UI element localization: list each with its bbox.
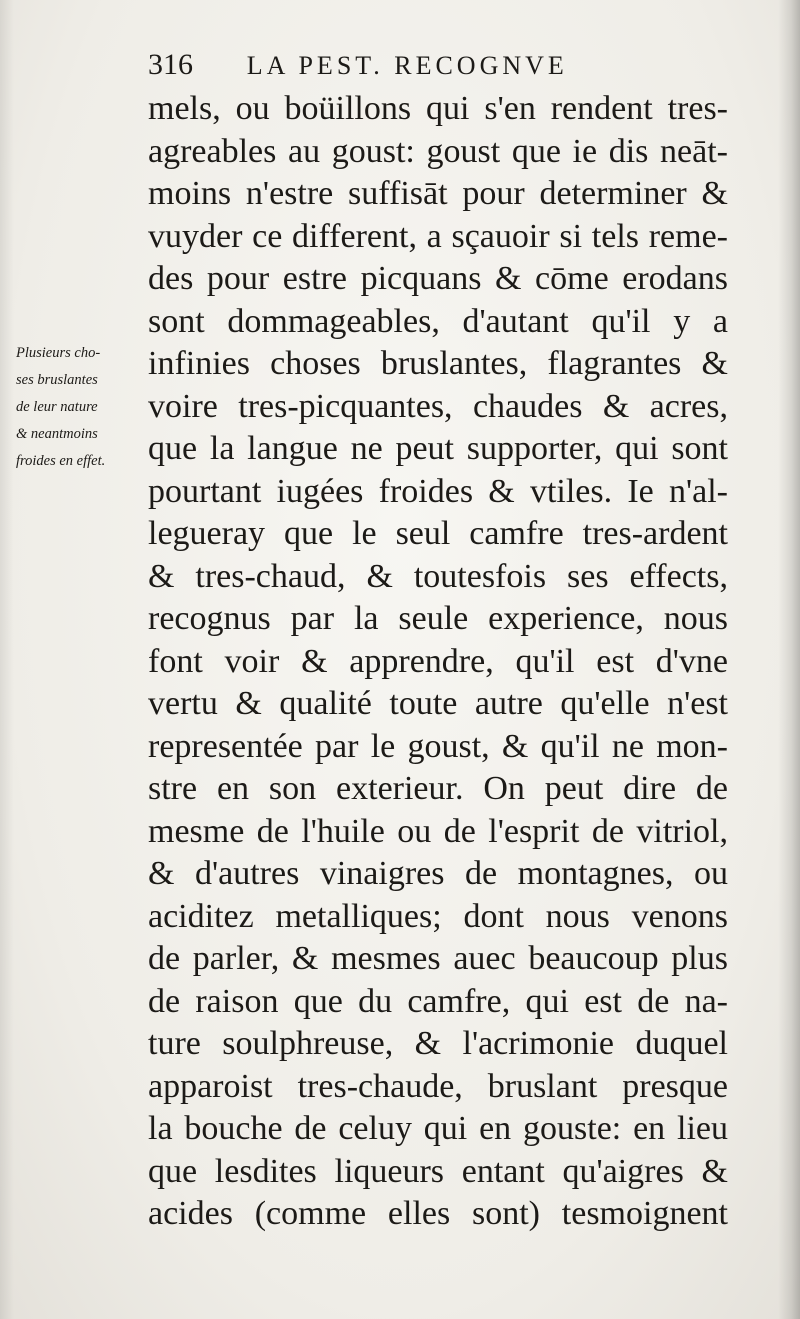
margin-note-line: froides en effet. — [16, 453, 106, 469]
text-line: moins n'estre suffisāt pour determiner & — [148, 175, 728, 212]
text-line: ture soulphreuse, & l'acrimonie duquel — [148, 1025, 728, 1062]
text-line: stre en son exterieur. On peut dire de — [148, 770, 728, 807]
text-line: de raison que du camfre, qui est de na- — [148, 982, 728, 1020]
margin-note — [16, 340, 152, 475]
running-title: LA PEST. RECOGNVE — [246, 51, 568, 80]
text-line: sont dommageables, d'autant qu'il y a — [148, 302, 728, 340]
text-line: & tres-chaud, & toutesfois ses effects, — [148, 557, 728, 595]
margin-note-line: Plusieurs cho- — [16, 345, 101, 361]
text-line: font voir & apprendre, qu'il est d'vne — [148, 642, 728, 680]
text-line: acides (comme elles sont) tesmoignent — [148, 1195, 728, 1232]
text-line: des pour estre picquans & cōme erodans — [148, 260, 728, 297]
text-line: que la langue ne peut supporter, qui sont — [148, 430, 728, 467]
text-line: infinies choses bruslantes, flagrantes & — [148, 345, 728, 382]
text-line: voire tres-picquantes, chaudes & acres, — [148, 387, 728, 425]
text-line: la bouche de celuy qui en gouste: en lieu — [148, 1110, 728, 1147]
text-line: que lesdites liqueurs entant qu'aigres & — [148, 1152, 728, 1190]
page-number: 316 — [148, 48, 193, 81]
text-line: representée par le goust, & qu'il ne mon- — [148, 727, 728, 765]
text-line: vuyder ce different, a sçauoir si tels reme- — [148, 217, 728, 255]
text-line: legueray que le seul camfre tres-ardent — [148, 515, 728, 552]
text-line: agreables au goust: goust que ie dis neāt- — [148, 132, 728, 170]
text-line: vertu & qualité toute autre qu'elle n'est — [148, 685, 728, 722]
margin-note-line: & neantmoins — [16, 426, 98, 442]
text-line: mels, ou boüillons qui s'en rendent tres- — [148, 90, 728, 127]
text-line: aciditez metalliques; dont nous venons — [148, 897, 728, 935]
margin-note-line: de leur nature — [16, 399, 98, 415]
text-line: mesme de l'huile ou de l'esprit de vitriol, — [148, 812, 728, 850]
text-line: pourtant iugées froides & vtiles. Ie n'al- — [148, 472, 728, 510]
text-line: apparoist tres-chaude, bruslant presque — [148, 1067, 728, 1105]
page-gutter-shadow — [0, 0, 14, 1319]
page-header — [148, 44, 708, 86]
text-line: de parler, & mesmes auec beaucoup plus — [148, 940, 728, 977]
text-line: recognus par la seule experience, nous — [148, 600, 728, 637]
page-edge-shadow — [778, 0, 800, 1319]
text-line: & d'autres vinaigres de montagnes, ou — [148, 855, 728, 892]
body-text — [148, 88, 728, 1236]
margin-note-line: ses bruslantes — [16, 372, 98, 388]
